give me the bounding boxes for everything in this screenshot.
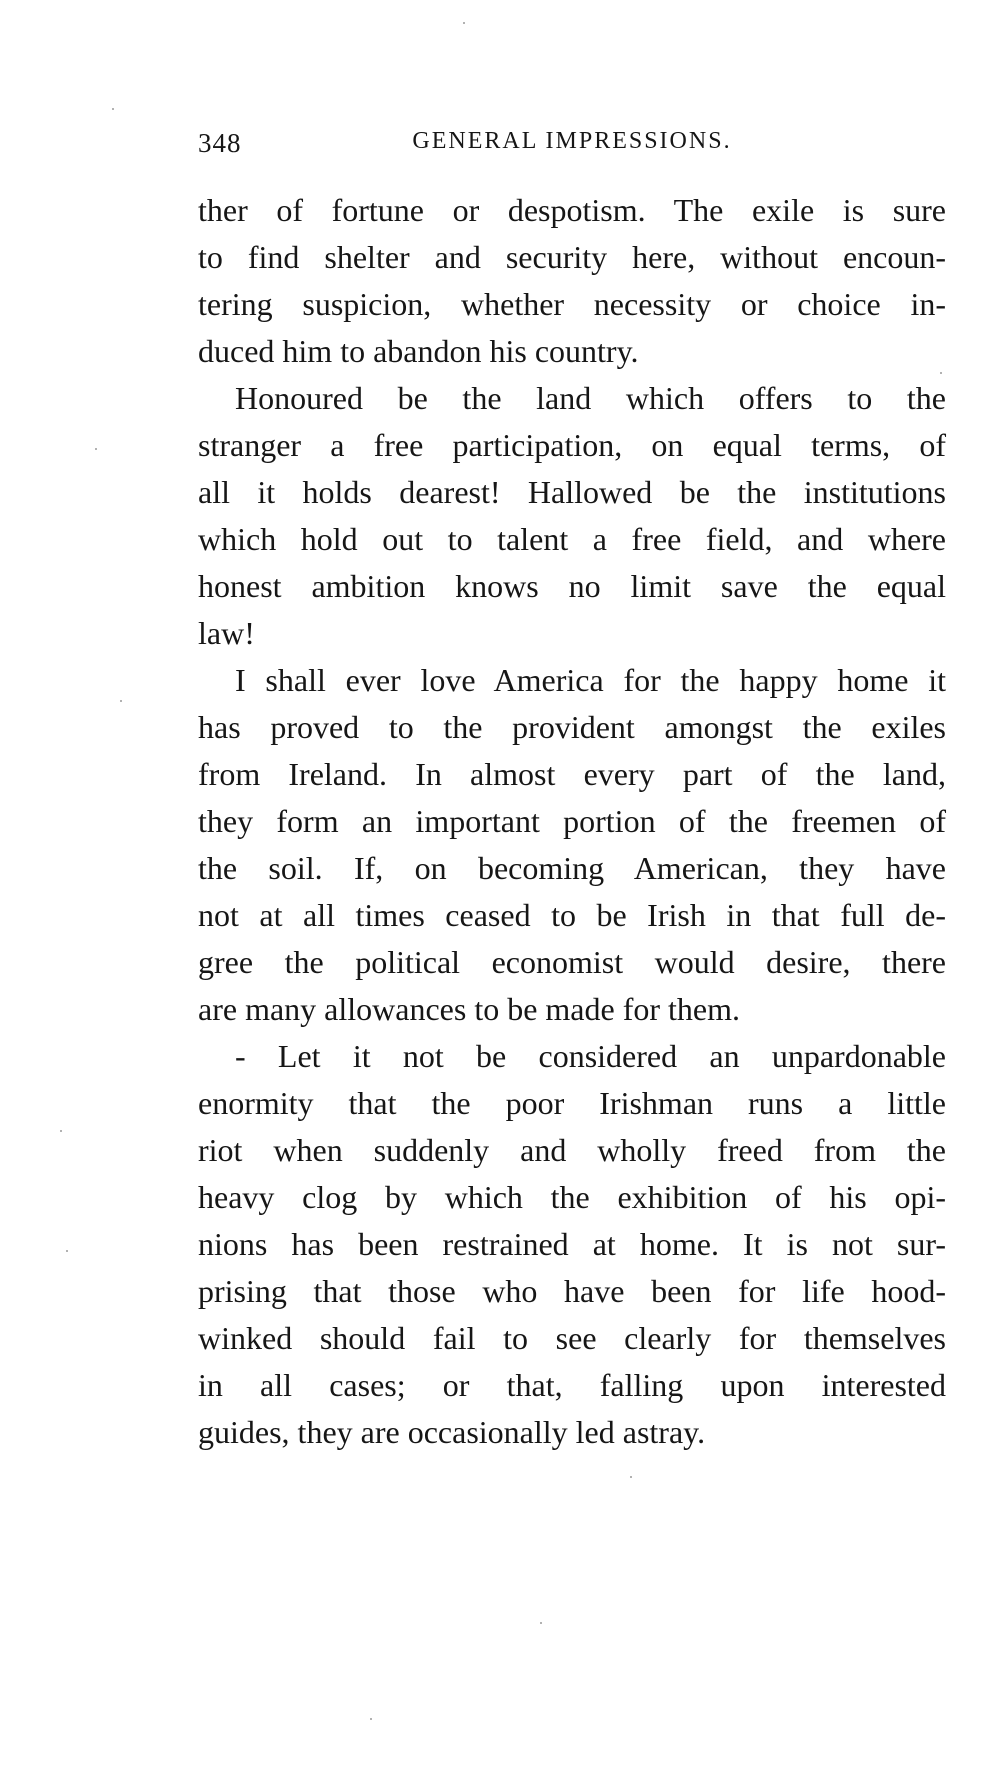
text-line: has proved to the provident amongst the exiles [198,709,946,745]
text-line: duced him to abandon his country. [198,333,639,369]
paper-speck [60,1130,62,1132]
paper-speck [112,108,114,110]
text-line: stranger a free participation, on equal terms, of [198,427,946,463]
paper-speck [66,1250,68,1252]
text-line: ther of fortune or despotism. The exile is sure [198,192,946,228]
paper-speck [463,22,465,24]
text-line: - Let it not be considered an unpardonable [235,1038,946,1074]
text-line: prising that those who have been for life hood- [198,1273,946,1309]
text-line: to find shelter and security here, without encoun- [198,239,946,275]
text-line: the soil. If, on becoming American, they have [198,850,946,886]
paper-speck [940,372,942,374]
text-line: which hold out to talent a free field, and where [198,521,946,557]
text-line: Honoured be the land which offers to the [235,380,946,416]
text-line: tering suspicion, whether necessity or choice in- [198,286,946,322]
paper-speck [95,448,97,450]
text-line: guides, they are occasionally led astray. [198,1414,706,1450]
text-line: heavy clog by which the exhibition of his opi- [198,1179,946,1215]
text-line: are many allowances to be made for them. [198,991,740,1027]
text-line: winked should fail to see clearly for themselves [198,1320,946,1356]
text-line: from Ireland. In almost every part of the land, [198,756,946,792]
text-line: riot when suddenly and wholly freed from the [198,1132,946,1168]
text-line: enormity that the poor Irishman runs a little [198,1085,946,1121]
text-line: nions has been restrained at home. It is not sur- [198,1226,946,1262]
text-line: not at all times ceased to be Irish in that full de- [198,897,946,933]
paper-speck [120,700,122,702]
running-title: GENERAL IMPRESSIONS. [412,128,732,154]
text-line: gree the political economist would desire, there [198,944,946,980]
text-line: law! [198,615,255,651]
text-line: honest ambition knows no limit save the equal [198,568,946,604]
text-line: I shall ever love America for the happy home it [235,662,946,698]
text-line: they form an important portion of the freemen of [198,803,946,839]
text-line: in all cases; or that, falling upon interested [198,1367,946,1403]
paper-speck [540,1622,542,1624]
paper-speck [630,1476,632,1478]
text-line: all it holds dearest! Hallowed be the institutions [198,474,946,510]
running-head [198,128,946,168]
paper-speck [370,1718,372,1720]
page-number: 348 [198,128,242,158]
